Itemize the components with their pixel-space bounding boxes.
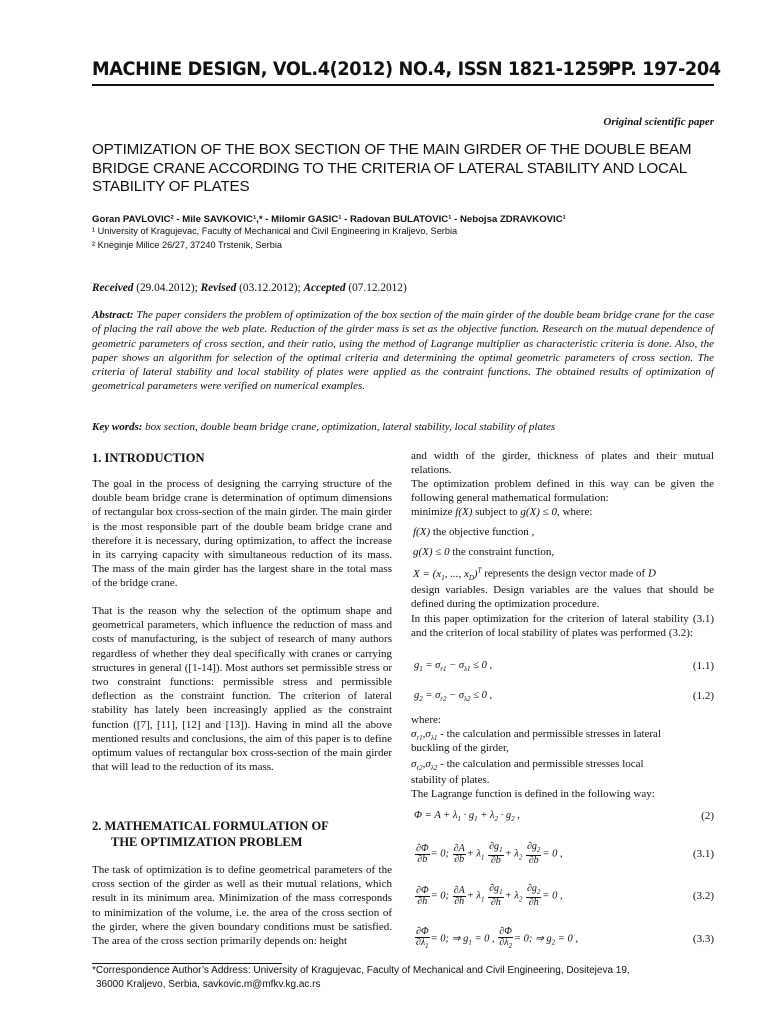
equation-3-3 bbox=[411, 925, 714, 955]
paper-type: Original scientific paper bbox=[603, 116, 714, 128]
equation-3-1-formula: $\frac{\partial\Phi}{\partial b}$ = 0; $\frac{\partial A}{\partial b}$ + $\lambda_1$ $\frac{\partial g_1}{\partial b}$ + $\lambda_2$ $\frac{\partial g_2}{\partial b}$ = 0 , bbox=[416, 841, 563, 866]
section-heading-math-line2: THE OPTIMIZATION PROBLEM bbox=[111, 835, 303, 849]
equation-3-3-number: (3.3) bbox=[692, 933, 714, 945]
equation-3-2-number: (3.2) bbox=[692, 890, 714, 902]
definition-f-text: the objective function , bbox=[430, 526, 535, 538]
formula-x: $X = (x_1$, ..., $x_D)^T$ bbox=[413, 566, 482, 582]
where-item-2 bbox=[411, 758, 644, 772]
section-heading-math-line1: 2. MATHEMATICAL FORMULATION OF bbox=[92, 819, 329, 833]
where-label: where: bbox=[411, 714, 441, 726]
right-paragraph-1: and width of the girder, thickness of plates and their mutual relations. bbox=[411, 450, 714, 477]
intro-paragraph-1: The goal in the process of designing the carrying structure of the double beam bridge crane is determination of optimum dimensions of rectangular box cross-section of the main girder. The main girder is the most responsible part of the double beam bridge crane and therefore it is necessary, during optimization, to affect the increase in its carrying capacity with simultaneous reduction of its mass. The mass of the main girder has the largest share in the total mass of the bridge crane. bbox=[92, 478, 392, 590]
formula-sigma-1: $\sigma_{r1},\sigma_{\lambda 1}$ bbox=[411, 728, 438, 743]
journal-header bbox=[92, 58, 721, 80]
accepted-date: (07.12.2012) bbox=[345, 282, 407, 294]
definition-x bbox=[413, 566, 713, 582]
where-item-1 bbox=[411, 728, 661, 742]
equation-3-1-number: (3.1) bbox=[692, 848, 714, 860]
definition-g-text: the constraint function, bbox=[449, 546, 555, 558]
minimize-text-c: , where: bbox=[556, 506, 593, 518]
keywords-label: Key words: bbox=[92, 421, 143, 433]
formula-fx: f bbox=[455, 506, 459, 518]
affiliation-1: ¹ University of Kragujevac, Faculty of Mechanical and Civil Engineering in Kraljevo, Serbia bbox=[92, 226, 458, 236]
keywords bbox=[92, 421, 555, 433]
equation-1-2 bbox=[411, 688, 714, 710]
revised-label: Revised bbox=[200, 282, 237, 294]
author-list: Goran PAVLOVIC² - Mile SAVKOVIC¹,* - Milomir GASIC¹ - Radovan BULATOVIC¹ - Nebojsa ZDRAVKOVIC¹ bbox=[92, 214, 566, 225]
revised-date: (03.12.2012); bbox=[236, 282, 304, 294]
header-rule bbox=[92, 84, 714, 86]
accepted-label: Accepted bbox=[303, 282, 346, 294]
received-date: (29.04.2012); bbox=[133, 282, 201, 294]
formula-g: g(X) ≤ 0 bbox=[413, 546, 450, 558]
math-paragraph-1: The task of optimization is to define geometrical parameters of the cross section of the girder as well as their mutual relations, which result in its minimum area. Minimization of the mass corresponds to minimization of the volume, i.e. the area of the cross section of the girder, where the given boundary conditions must be satisfied. The area of the cross section primarily depends on: height bbox=[92, 864, 392, 948]
definition-g bbox=[413, 546, 554, 558]
received-label: Received bbox=[92, 282, 134, 294]
intro-paragraph-2: That is the reason why the selection of the optimum shape and geometrical parameters, which influence the reduction of mass and costs of manufacturing, is the subject of research of many authors regardless of whether they deal specifically with cranes or carrying structures in general ([1-14]). Most authors set permissible stress or two constraint functions: permissible stress and permissible deflection as the constraint function. The criterion of lateral stability has lately been increasingly applied as the constraint function ([7], [11], [12] and [13]). Having in mind all the above mentioned results and conclusions, the aim of this paper is to define optimum values of rectangular box cross-section of the main girder that will lead to the reduction of its mass. bbox=[92, 605, 392, 774]
right-paragraph-3: In this paper optimization for the criterion of lateral stability (3.1) and the criterion of local stability of plates was performed (3.2): bbox=[411, 613, 714, 640]
lagrange-intro: The Lagrange function is defined in the following way: bbox=[411, 788, 655, 800]
page-range: PP. 197-204 bbox=[608, 58, 721, 80]
formula-f: f(X) bbox=[413, 526, 431, 538]
where-item-1-text: - the calculation and permissible stresses in lateral bbox=[437, 728, 661, 740]
equation-2-number: (2) bbox=[701, 810, 714, 822]
section-heading-introduction: 1. INTRODUCTION bbox=[92, 451, 205, 465]
keywords-text: box section, double beam bridge crane, optimization, lateral stability, local stability of plates bbox=[142, 421, 556, 433]
paper-title: OPTIMIZATION OF THE BOX SECTION OF THE MAIN GIRDER OF THE DOUBLE BEAM BRIDGE CRANE ACCORDING TO THE CRITERIA OF LATERAL STABILITY AND LOCAL STABILITY OF PLATES bbox=[92, 141, 692, 195]
equation-1-1 bbox=[411, 658, 714, 680]
equation-2 bbox=[411, 808, 714, 830]
formula-gx: g bbox=[520, 506, 526, 518]
equation-3-3-formula: $\frac{\partial\Phi}{\partial\lambda_1}$ = 0; ⇒ $g_1 = 0$ , $\frac{\partial\Phi}{\partial\lambda_2}$ = 0; ⇒ $g_2 = 0$ , bbox=[415, 926, 578, 950]
abstract bbox=[92, 308, 714, 394]
equation-2-formula: $\Phi = A + \lambda_1 \cdot g_1 + \lambda_2 \cdot g_2$ , bbox=[414, 810, 520, 824]
where-item-2-cont: stability of plates. bbox=[411, 774, 490, 786]
definition-x-continued: design variables. Design variables are the values that should be defined during the optimization procedure. bbox=[411, 584, 714, 611]
formula-d: D bbox=[647, 567, 656, 580]
journal-name: MACHINE DESIGN, VOL.4(2012) NO.4, ISSN 1821-1259 bbox=[92, 58, 611, 80]
correspondence-footnote bbox=[92, 964, 717, 991]
equation-1-2-number: (1.2) bbox=[692, 690, 714, 702]
equation-1-1-number: (1.1) bbox=[692, 660, 714, 672]
definition-f bbox=[413, 526, 534, 538]
equation-1-1-formula: $g_1 = \sigma_{r1} - \sigma_{\lambda 1} \le 0$ , bbox=[414, 660, 493, 674]
minimize-line: minimize f(X) subject to g(X) ≤ 0, where: bbox=[411, 506, 593, 518]
equation-1-2-formula: $g_2 = \sigma_{r2} - \sigma_{\lambda 2} \le 0$ , bbox=[414, 690, 493, 704]
footnote-line-1: *Correspondence Author’s Address: University of Kragujevac, Faculty of Mechanical and Civil Engineering, Dositejeva 19, bbox=[92, 965, 630, 976]
formula-sigma-2: $\sigma_{r2},\sigma_{\lambda 2}$ bbox=[411, 758, 438, 773]
equation-3-1 bbox=[411, 840, 714, 870]
abstract-label: Abstract: bbox=[92, 309, 134, 321]
affiliation-2: ² Kneginje Milice 26/27, 37240 Trstenik, Serbia bbox=[92, 240, 282, 250]
minimize-text-a: minimize bbox=[411, 506, 456, 518]
minimize-text-b: subject to bbox=[472, 506, 521, 518]
where-item-2-text: - the calculation and permissible stresses local bbox=[437, 758, 644, 770]
abstract-text: The paper considers the problem of optimization of the box section of the main girder of the double beam bridge crane for the case of placing the rail above the web plate. Reduction of the girder mass is set as the objective function. Research on the mutual dependence of geometric parameters of cross section, and their ratio, using the method of Lagrange multiplier as characteristic criteria is done. Also, the paper shows an algorithm for selection of the optimal criteria and determining the optimal geometric parameters of cross section. The criteria of lateral stability and local stability of plates were applied as the contraint functions. The obtained results of optimization of geometrical parameters were verified on numerical examples. bbox=[92, 309, 714, 393]
equation-3-2-formula: $\frac{\partial\Phi}{\partial h}$ = 0; $\frac{\partial A}{\partial h}$ + $\lambda_1$ $\frac{\partial g_1}{\partial h}$ + $\lambda_2$ $\frac{\partial g_2}{\partial h}$ = 0 , bbox=[416, 883, 563, 908]
right-paragraph-2: The optimization problem defined in this way can be given the following general mathematical formulation: bbox=[411, 478, 714, 505]
definition-x-text: represents the design vector made of bbox=[481, 567, 648, 580]
dates-line bbox=[92, 282, 407, 294]
equation-3-2 bbox=[411, 882, 714, 912]
footnote-line-2: 36000 Kraljevo, Serbia, savkovic.m@mfkv.kg.ac.rs bbox=[96, 978, 321, 990]
where-item-1-cont: buckling of the girder, bbox=[411, 742, 509, 754]
